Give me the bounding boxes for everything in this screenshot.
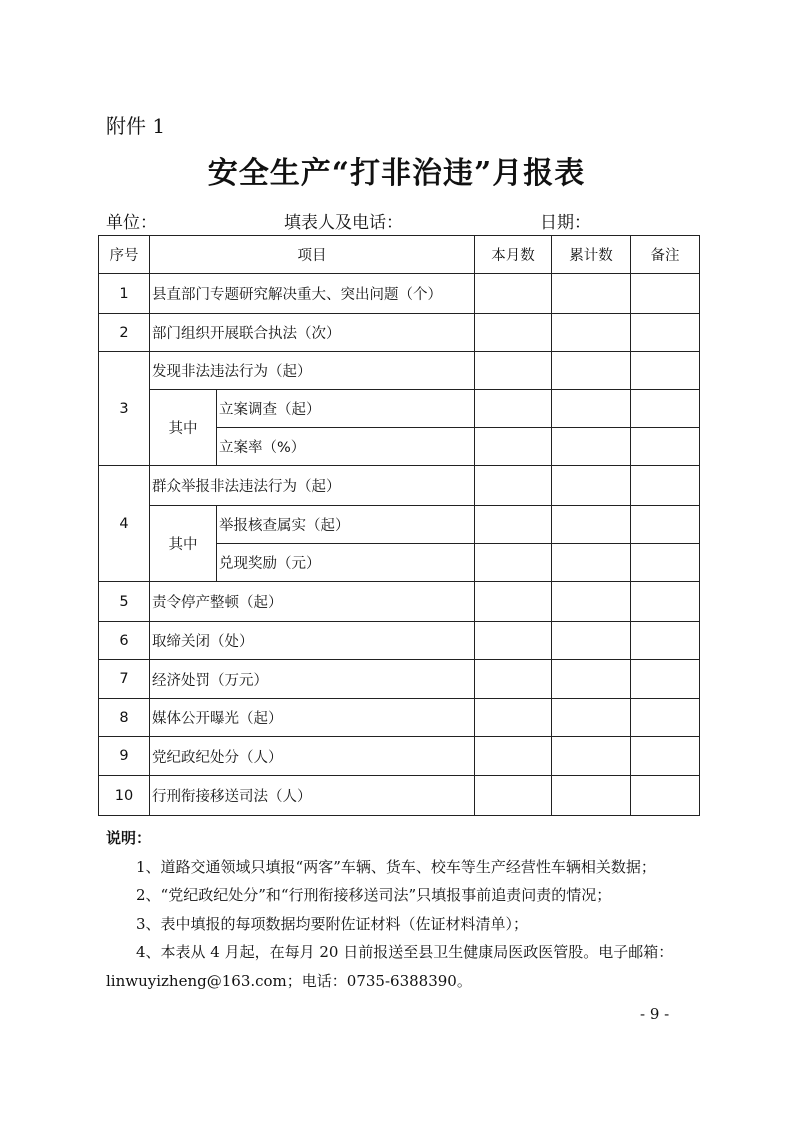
cumulative-cell[interactable] <box>552 466 631 506</box>
report-table <box>98 235 700 816</box>
remark-cell[interactable] <box>631 699 700 737</box>
month-cell[interactable] <box>475 428 552 466</box>
table-row <box>99 274 700 314</box>
header-remark: 备注 <box>631 236 700 274</box>
table-row <box>99 352 700 390</box>
row-no: 10 <box>99 776 150 816</box>
remark-cell[interactable] <box>631 428 700 466</box>
month-cell[interactable] <box>475 274 552 314</box>
remark-cell[interactable] <box>631 582 700 622</box>
attachment-label: 附件 1 <box>106 114 166 138</box>
remark-cell[interactable] <box>631 776 700 816</box>
page-title: 安全生产“打非治违”月报表 <box>207 156 586 191</box>
row-no: 2 <box>99 314 150 352</box>
remark-cell[interactable] <box>631 390 700 428</box>
table-row <box>99 466 700 506</box>
cumulative-cell[interactable] <box>552 776 631 816</box>
cumulative-cell[interactable] <box>552 428 631 466</box>
month-cell[interactable] <box>475 314 552 352</box>
cumulative-cell[interactable] <box>552 544 631 582</box>
row-item: 部门组织开展联合执法（次） <box>150 314 475 352</box>
table-row <box>99 314 700 352</box>
cumulative-cell[interactable] <box>552 390 631 428</box>
cumulative-cell[interactable] <box>552 506 631 544</box>
remark-cell[interactable] <box>631 737 700 776</box>
table-row <box>99 622 700 660</box>
header-no: 序号 <box>99 236 150 274</box>
month-cell[interactable] <box>475 776 552 816</box>
row-item: 经济处罚（万元） <box>150 660 475 699</box>
row-item: 行刑衔接移送司法（人） <box>150 776 475 816</box>
row-item: 发现非法违法行为（起） <box>150 352 475 390</box>
sub-label: 其中 <box>150 390 217 466</box>
month-cell[interactable] <box>475 544 552 582</box>
cumulative-cell[interactable] <box>552 622 631 660</box>
note-4-contact: linwuyizheng@163.com；电话：0735-6388390。 <box>106 971 472 990</box>
cumulative-cell[interactable] <box>552 660 631 699</box>
row-no: 5 <box>99 582 150 622</box>
cumulative-cell[interactable] <box>552 314 631 352</box>
month-cell[interactable] <box>475 582 552 622</box>
remark-cell[interactable] <box>631 660 700 699</box>
sub-label: 其中 <box>150 506 217 582</box>
sub-item: 立案调查（起） <box>217 390 475 428</box>
cumulative-cell[interactable] <box>552 352 631 390</box>
sub-item: 举报核查属实（起） <box>217 506 475 544</box>
row-no: 9 <box>99 737 150 776</box>
row-no: 1 <box>99 274 150 314</box>
header-item: 项目 <box>150 236 475 274</box>
remark-cell[interactable] <box>631 622 700 660</box>
month-cell[interactable] <box>475 660 552 699</box>
month-cell[interactable] <box>475 506 552 544</box>
notes-section <box>106 824 706 995</box>
table-row <box>99 737 700 776</box>
filler-label: 填表人及电话： <box>284 213 403 233</box>
row-item: 县直部门专题研究解决重大、突出问题（个） <box>150 274 475 314</box>
row-item: 取缔关闭（处） <box>150 622 475 660</box>
cumulative-cell[interactable] <box>552 737 631 776</box>
month-cell[interactable] <box>475 622 552 660</box>
month-cell[interactable] <box>475 737 552 776</box>
unit-label: 单位： <box>106 213 157 233</box>
month-cell[interactable] <box>475 390 552 428</box>
row-no: 6 <box>99 622 150 660</box>
row-no: 7 <box>99 660 150 699</box>
header-month: 本月数 <box>475 236 552 274</box>
table-row <box>99 506 700 544</box>
row-no: 3 <box>99 352 150 466</box>
table-row <box>99 776 700 816</box>
month-cell[interactable] <box>475 699 552 737</box>
row-item: 媒体公开曝光（起） <box>150 699 475 737</box>
sub-item: 立案率（%） <box>217 428 475 466</box>
header-cumulative: 累计数 <box>552 236 631 274</box>
cumulative-cell[interactable] <box>552 582 631 622</box>
page-number: - 9 - <box>640 1005 670 1023</box>
row-item: 党纪政纪处分（人） <box>150 737 475 776</box>
note-4: 4、本表从 4 月起，在每月 20 日前报送至县卫生健康局医政医管股。电子邮箱： <box>136 943 674 961</box>
notes-heading: 说明： <box>106 829 152 847</box>
note-2: 2、“党纪政纪处分”和“行刑衔接移送司法”只填报事前追责问责的情况； <box>136 886 612 904</box>
remark-cell[interactable] <box>631 352 700 390</box>
remark-cell[interactable] <box>631 274 700 314</box>
row-no: 8 <box>99 699 150 737</box>
cumulative-cell[interactable] <box>552 274 631 314</box>
table-row <box>99 582 700 622</box>
remark-cell[interactable] <box>631 314 700 352</box>
table-row <box>99 660 700 699</box>
note-1: 1、道路交通领域只填报“两客”车辆、货车、校车等生产经营性车辆相关数据； <box>136 857 656 876</box>
cumulative-cell[interactable] <box>552 699 631 737</box>
row-item: 群众举报非法违法行为（起） <box>150 466 475 506</box>
row-item: 责令停产整顿（起） <box>150 582 475 622</box>
table-row <box>99 390 700 428</box>
sub-item: 兑现奖励（元） <box>217 544 475 582</box>
remark-cell[interactable] <box>631 466 700 506</box>
month-cell[interactable] <box>475 352 552 390</box>
note-3: 3、表中填报的每项数据均要附佐证材料（佐证材料清单）； <box>136 914 529 933</box>
header-row <box>99 236 700 274</box>
row-no: 4 <box>99 466 150 582</box>
month-cell[interactable] <box>475 466 552 506</box>
remark-cell[interactable] <box>631 544 700 582</box>
date-label: 日期： <box>540 213 591 233</box>
remark-cell[interactable] <box>631 506 700 544</box>
table-row <box>99 699 700 737</box>
